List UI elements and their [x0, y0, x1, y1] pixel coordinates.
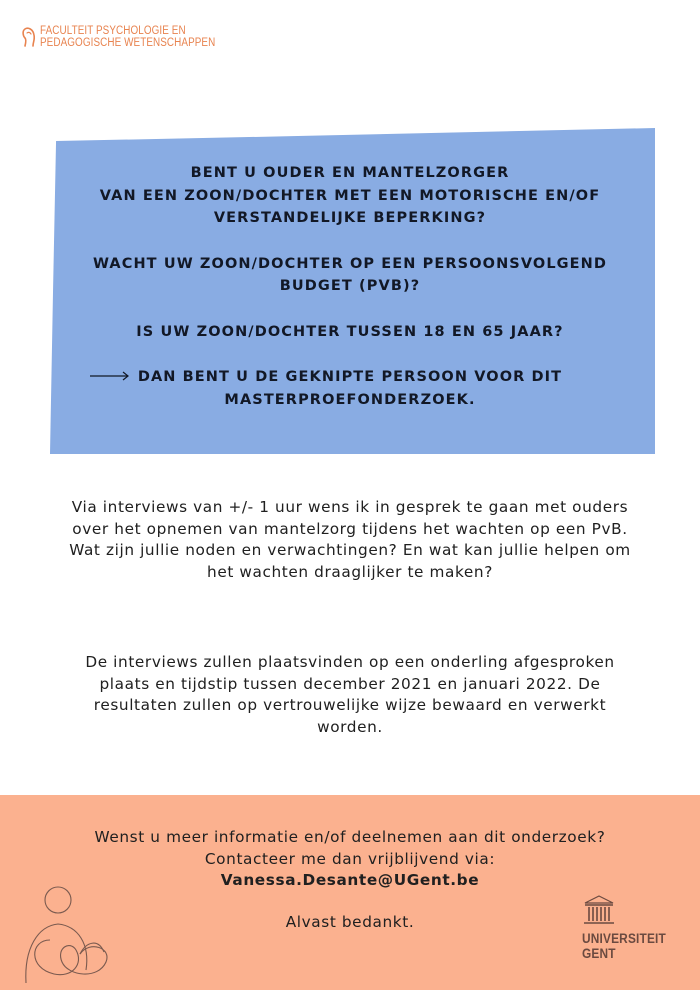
intro-line3: Wat zijn jullie noden en verwachtingen? En wat kan jullie helpen om — [69, 541, 631, 559]
conclusion-line1: DAN BENT U DE GEKNIPTE PERSOON VOOR DIT — [137, 369, 563, 385]
conclusion-line2: MASTERPROEFONDERZOEK. — [224, 391, 476, 408]
question-2-line1: WACHT UW ZOON/DOCHTER OP EEN PERSOONSVOLGEND — [92, 255, 608, 272]
question-3: IS UW ZOON/DOCHTER TUSSEN 18 EN 65 JAAR? — [136, 323, 564, 340]
intro-paragraph — [40, 497, 660, 583]
details-line3: resultaten zullen op vertrouwelijke wijze bewaard en verwerkt — [93, 696, 607, 714]
contact-email[interactable]: Vanessa.Desante@UGent.be — [220, 871, 480, 889]
thanks-text: Alvast bedankt. — [285, 912, 415, 931]
intro-line2: over het opnemen van mantelzorg tijdens het wachten op een PvB. — [72, 519, 628, 538]
contact-line2: Contacteer me dan vrijblijvend via: — [204, 849, 496, 868]
faculty-name-line2: PEDAGOGISCHE WETENSCHAPPEN — [40, 37, 216, 49]
question-1-line3: VERSTANDELIJKE BEPERKING? — [213, 210, 487, 226]
university-logo — [582, 893, 682, 965]
faculty-name-line1: FACULTEIT PSYCHOLOGIE EN — [40, 25, 186, 37]
details-paragraph — [40, 652, 660, 738]
university-building-icon — [582, 895, 616, 927]
arrow-right-icon — [90, 370, 130, 382]
head-profile-icon — [22, 25, 36, 49]
faculty-logo — [22, 25, 244, 49]
details-line2: plaats en tijdstip tussen december 2021 en januari 2022. De — [99, 674, 601, 693]
details-line4: worden. — [317, 717, 383, 736]
intro-line4: het wachten draaglijker te maken? — [207, 562, 493, 581]
university-name-line1: UNIVERSITEIT — [582, 931, 666, 946]
contact-line1: Wenst u meer informatie en/of deelnemen aan dit onderzoek? — [94, 828, 606, 846]
intro-line1: Via interviews van +/- 1 uur wens ik in gesprek te gaan met ouders — [71, 498, 629, 516]
contact-text — [40, 827, 660, 933]
details-line1: De interviews zullen plaatsvinden op een onderling afgesproken — [85, 653, 615, 671]
question-2-line2: BUDGET (PVB)? — [279, 278, 421, 294]
question-1-line2: VAN EEN ZOON/DOCHTER MET EEN MOTORISCHE EN/OF — [99, 187, 601, 204]
question-1-line1: BENT U OUDER EN MANTELZORGER — [190, 165, 510, 181]
university-name-line2: GENT — [582, 946, 616, 961]
callout-text — [60, 162, 640, 411]
